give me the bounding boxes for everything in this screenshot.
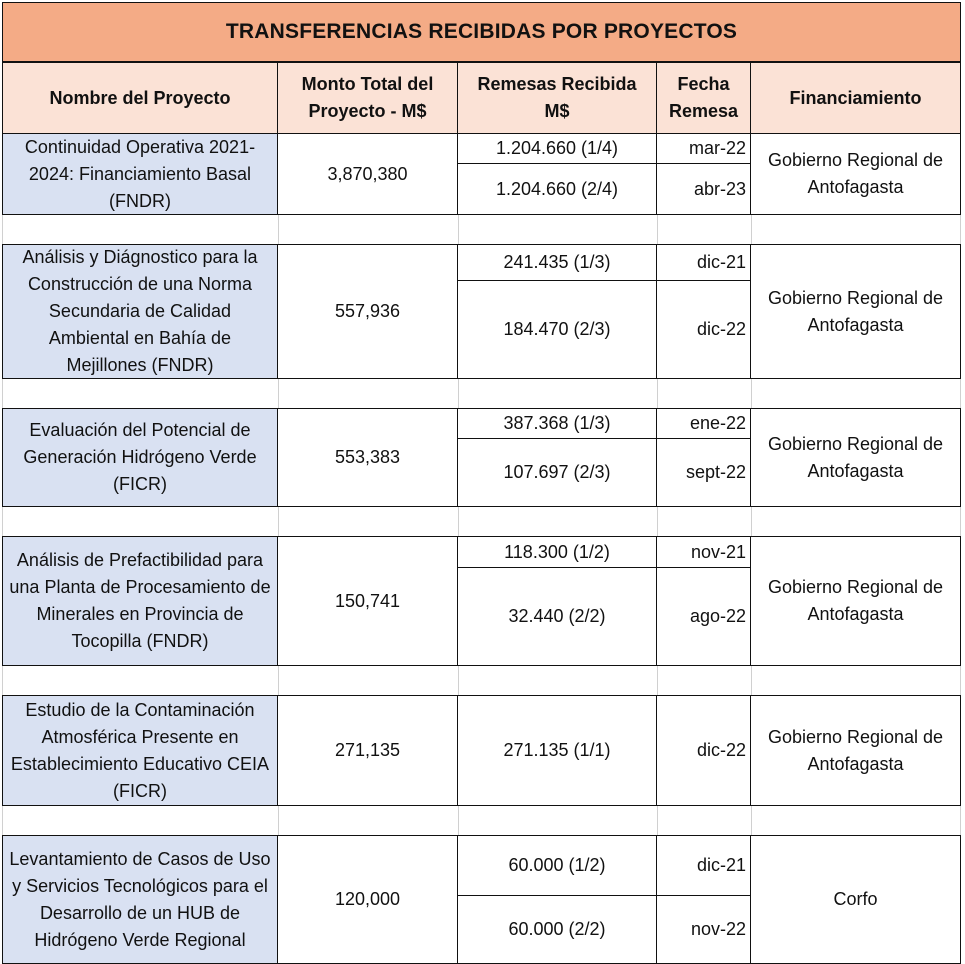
project-financiamiento: Gobierno Regional de Antofagasta [750, 408, 961, 507]
remesa-date: sept-22 [656, 438, 751, 507]
remesa-amount: 60.000 (1/2) [457, 835, 657, 896]
remesa-date: dic-22 [656, 280, 751, 379]
project-name: Análisis de Prefactibilidad para una Planta de Procesamiento de Minerales en Provincia de Tocopilla (FNDR) [2, 536, 278, 666]
gridline [278, 379, 279, 408]
project-total: 120,000 [277, 835, 458, 964]
project-total: 557,936 [277, 244, 458, 379]
remesa-amount: 60.000 (2/2) [457, 895, 657, 964]
header-total: Monto Total del Proyecto - M$ [277, 62, 458, 134]
remesa-amount: 241.435 (1/3) [457, 244, 657, 281]
project-financiamiento: Gobierno Regional de Antofagasta [750, 244, 961, 379]
gridline [657, 215, 658, 244]
gridline [458, 379, 459, 408]
spacer-row [2, 215, 961, 244]
remesa-date: dic-22 [656, 695, 751, 806]
project-name: Análisis y Diágnostico para la Construcción de una Norma Secundaria de Calidad Ambiental en Bahía de Mejillones (FNDR) [2, 244, 278, 379]
project-financiamiento: Gobierno Regional de Antofagasta [750, 695, 961, 806]
remesa-amount: 1.204.660 (2/4) [457, 163, 657, 215]
remesa-date: abr-23 [656, 163, 751, 215]
table-title: TRANSFERENCIAS RECIBIDAS POR PROYECTOS [2, 2, 961, 62]
gridline [278, 215, 279, 244]
gridline [751, 666, 752, 695]
header-financiamiento: Financiamiento [750, 62, 961, 134]
gridline [278, 806, 279, 835]
remesa-amount: 118.300 (1/2) [457, 536, 657, 568]
project-financiamiento: Gobierno Regional de Antofagasta [750, 536, 961, 666]
header-remesas: Remesas Recibida M$ [457, 62, 657, 134]
gridline [751, 507, 752, 536]
project-total: 150,741 [277, 536, 458, 666]
gridline [657, 806, 658, 835]
remesa-date: dic-21 [656, 244, 751, 281]
remesa-date: mar-22 [656, 133, 751, 164]
remesa-date: ene-22 [656, 408, 751, 439]
header-name: Nombre del Proyecto [2, 62, 278, 134]
gridline [278, 666, 279, 695]
remesa-amount: 184.470 (2/3) [457, 280, 657, 379]
remesa-date: nov-22 [656, 895, 751, 964]
remesa-date: dic-21 [656, 835, 751, 896]
spacer-row [2, 379, 961, 408]
remesa-amount: 1.204.660 (1/4) [457, 133, 657, 164]
remesa-amount: 107.697 (2/3) [457, 438, 657, 507]
header-fecha: Fecha Remesa [656, 62, 751, 134]
gridline [751, 215, 752, 244]
project-name: Estudio de la Contaminación Atmosférica Presente en Establecimiento Educativo CEIA (FICR) [2, 695, 278, 806]
gridline [458, 215, 459, 244]
project-total: 553,383 [277, 408, 458, 507]
gridline [657, 666, 658, 695]
project-name: Evaluación del Potencial de Generación Hidrógeno Verde (FICR) [2, 408, 278, 507]
gridline [751, 806, 752, 835]
gridline [458, 666, 459, 695]
project-total: 271,135 [277, 695, 458, 806]
gridline [751, 379, 752, 408]
project-financiamiento: Gobierno Regional de Antofagasta [750, 133, 961, 215]
project-name: Levantamiento de Casos de Uso y Servicios Tecnológicos para el Desarrollo de un HUB de Hidrógeno Verde Regional [2, 835, 278, 964]
spacer-row [2, 507, 961, 536]
spacer-row [2, 666, 961, 695]
gridline [657, 507, 658, 536]
project-financiamiento: Corfo [750, 835, 961, 964]
remesa-date: nov-21 [656, 536, 751, 568]
gridline [458, 507, 459, 536]
remesa-amount: 387.368 (1/3) [457, 408, 657, 439]
remesa-amount: 32.440 (2/2) [457, 567, 657, 666]
project-total: 3,870,380 [277, 133, 458, 215]
gridline [278, 507, 279, 536]
project-name: Continuidad Operativa 2021-2024: Financiamiento Basal (FNDR) [2, 133, 278, 215]
remesa-date: ago-22 [656, 567, 751, 666]
gridline [458, 806, 459, 835]
gridline [657, 379, 658, 408]
spacer-row [2, 806, 961, 835]
remesa-amount: 271.135 (1/1) [457, 695, 657, 806]
